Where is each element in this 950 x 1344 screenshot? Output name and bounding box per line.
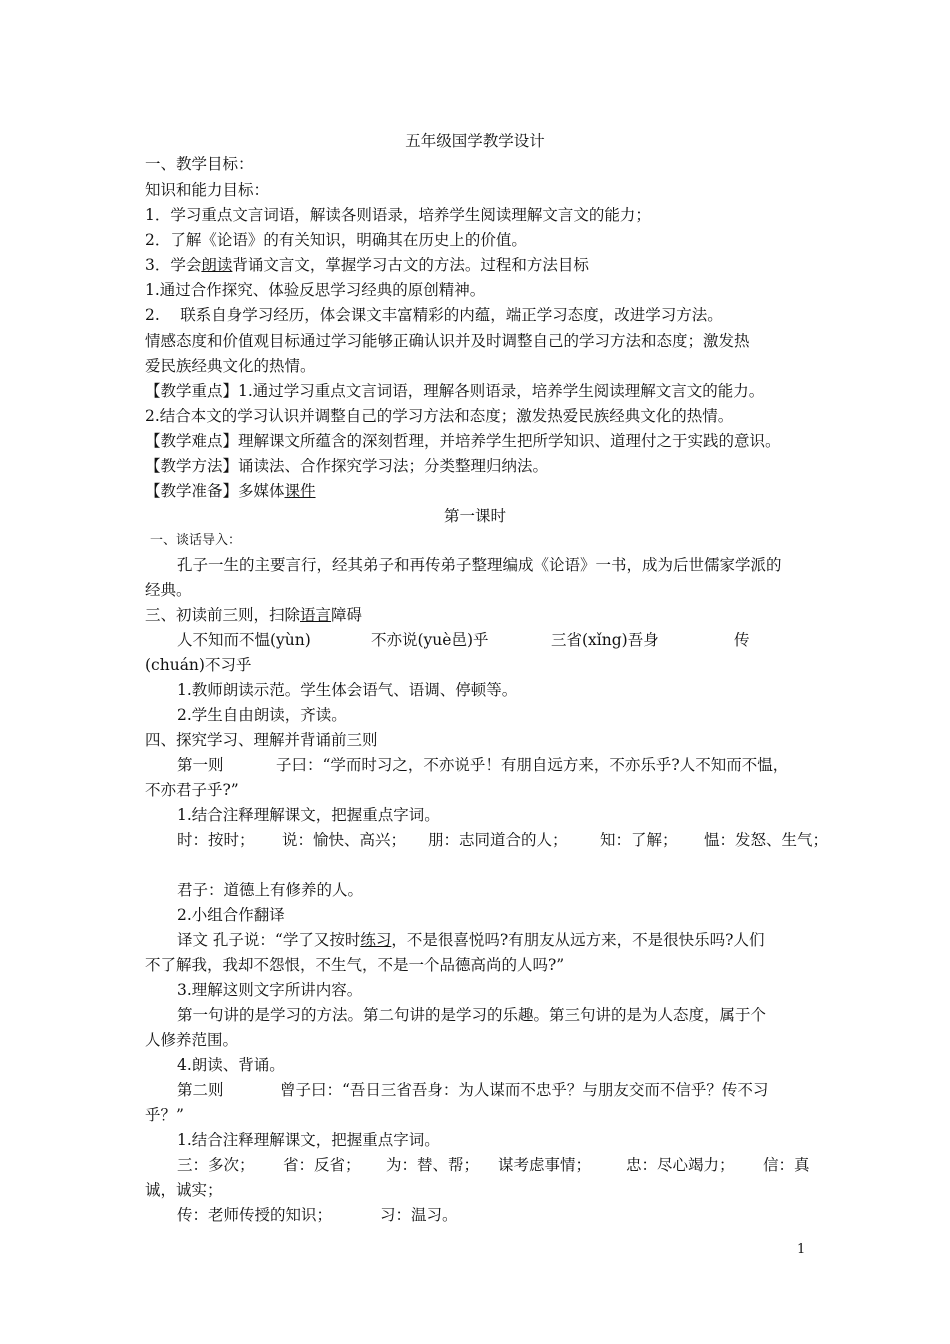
translation-pre: 译文 孔子说：“学了又按时 <box>177 931 361 949</box>
reading-step-1: 1.教师朗读示范。学生体会语气、语调、停顿等。 <box>177 681 518 699</box>
gloss-xing: 省：反省； <box>283 1156 361 1174</box>
section-heading-goals: 一、教学目标： <box>145 155 254 173</box>
chapter-2-step-1: 1.结合注释理解课文，把握重点字词。 <box>177 1131 440 1149</box>
difficulty: 【教学难点】理解课文所蕴含的深刻哲理，并培养学生把所学知识、道理付之于实践的意识。 <box>145 432 781 450</box>
gloss-zhi: 知：了解； <box>600 831 678 849</box>
page-number: 1 <box>797 1242 806 1257</box>
gloss-zhong: 忠：尽心竭力； <box>626 1156 735 1174</box>
pronunciation-1: 人不知而不愠(yùn) <box>177 631 311 649</box>
chapter-1-content-1: 第一句讲的是学习的方法。第二句讲的是学习的乐趣。第三句讲的是为人态度，属于个 <box>177 1006 767 1024</box>
chapter-2-text-row <box>0 1080 950 1100</box>
intro-line-1: 孔子一生的主要言行，经其弟子和再传弟子整理编成《论语》一书，成为后世儒家学派的 <box>177 556 782 574</box>
lesson-heading: 第一课时 <box>443 507 506 525</box>
gloss-wei: 为：替、帮； <box>386 1156 480 1174</box>
process-item-2: 2. 联系自身学习经历，体会课文丰富精彩的内蕴，端正学习态度，改进学习方法。 <box>145 306 723 324</box>
translation-post: ，不是很喜悦吗?有朋友从远方来，不是很快乐吗?人们 <box>391 931 765 949</box>
chapter-2-label: 第二则 <box>177 1081 224 1099</box>
intro-heading: 一、谈话导入： <box>150 533 242 548</box>
chapter-1-content-2: 人修养范围。 <box>145 1031 239 1049</box>
chapter-2-gloss-row <box>0 1155 950 1175</box>
pronunciation-4: 传 <box>734 631 750 649</box>
process-item-1: 1.通过合作探究、体验反思学习经典的原创精神。 <box>145 281 486 299</box>
intro-line-2: 经典。 <box>145 581 192 599</box>
chapter-1-text-row <box>0 755 950 775</box>
link-practice[interactable]: 练习 <box>360 931 392 949</box>
first-read-pre: 三、初读前三则，扫除 <box>145 606 301 624</box>
chapter-2-text-cont: 乎？” <box>145 1106 184 1124</box>
chapter-1-step-1: 1.结合注释理解课文，把握重点字词。 <box>177 806 440 824</box>
chapter-1-step-2: 2.小组合作翻译 <box>177 906 285 924</box>
chapter-2-gloss-row-2 <box>0 1205 950 1225</box>
gloss-san: 三：多次； <box>177 1156 255 1174</box>
link-recite[interactable]: 朗读 <box>201 256 233 274</box>
emotion-goal-line-1: 情感态度和价值观目标通过学习能够正确认识并及时调整自己的学习方法和态度；激发热 <box>145 332 750 350</box>
link-courseware[interactable]: 课件 <box>284 482 316 500</box>
pronunciation-4-cont: (chuán)不习乎 <box>145 656 252 674</box>
link-language[interactable]: 语言 <box>300 606 332 624</box>
knowledge-item-3-pre: 3．学会 <box>145 256 202 274</box>
teaching-prep <box>145 481 316 501</box>
pronunciation-2: 不亦说(yuè邑)乎 <box>371 631 489 649</box>
gloss-shi: 时：按时； <box>177 831 255 849</box>
chapter-1-label: 第一则 <box>177 756 224 774</box>
key-point: 【教学重点】1.通过学习重点文言词语，理解各则语录，培养学生阅读理解文言文的能力。 <box>145 382 765 400</box>
chapter-1-text-cont: 不亦君子乎?” <box>145 781 239 799</box>
gloss-mou: 谋考虑事情； <box>498 1156 592 1174</box>
gloss-junzi: 君子：道德上有修养的人。 <box>177 881 364 899</box>
gloss-yun: 愠：发怒、生气； <box>704 831 829 849</box>
chapter-2-text: 曾子曰：“吾日三省吾身：为人谋而不忠乎？与朋友交而不信乎？传不习 <box>280 1081 769 1099</box>
chapter-1-step-3: 3.理解这则文字所讲内容。 <box>177 981 363 999</box>
knowledge-item-2: 2．了解《论语》的有关知识，明确其在历史上的价值。 <box>145 231 527 249</box>
chapter-1-translation-cont: 不了解我，我却不怨恨，不生气，不是一个品德高尚的人吗?” <box>145 956 565 974</box>
gloss-chuan: 传：老师传授的知识； <box>177 1206 333 1224</box>
gloss-xin: 信：真 <box>763 1156 810 1174</box>
gloss-yue: 说：愉快、高兴； <box>282 831 407 849</box>
chapter-1-gloss-row <box>0 830 950 850</box>
chapter-1-translation <box>177 930 765 950</box>
teaching-method: 【教学方法】诵读法、合作探究学习法；分类整理归纳法。 <box>145 457 549 475</box>
gloss-peng: 朋：志同道合的人； <box>428 831 568 849</box>
knowledge-item-3-post: 背诵文言文，掌握学习古文的方法。过程和方法目标 <box>232 256 589 274</box>
gloss-xin-cont: 诚，诚实； <box>145 1181 223 1199</box>
reading-step-2: 2.学生自由朗读，齐读。 <box>177 706 347 724</box>
pronunciation-row <box>0 630 950 650</box>
first-read-post: 障碍 <box>331 606 363 624</box>
gloss-xi: 习：温习。 <box>380 1206 458 1224</box>
emotion-goal-line-2: 爱民族经典文化的热情。 <box>145 357 316 375</box>
knowledge-heading: 知识和能力目标： <box>145 181 270 199</box>
chapter-1-step-4: 4.朗读、背诵。 <box>177 1056 285 1074</box>
knowledge-item-1: 1．学习重点文言词语，解读各则语录，培养学生阅读理解文言文的能力； <box>145 206 651 224</box>
key-point-2: 2.结合本文的学习认识并调整自己的学习方法和态度；激发热爱民族经典文化的热情。 <box>145 407 734 425</box>
document-title: 五年级国学教学设计 <box>405 132 545 150</box>
section-heading-first-read <box>145 605 362 625</box>
section-heading-explore: 四、探究学习、理解并背诵前三则 <box>145 731 378 749</box>
chapter-1-text: 子曰：“学而时习之，不亦说乎！有朋自远方来，不亦乐乎?人不知而不愠， <box>276 756 789 774</box>
knowledge-item-3 <box>145 255 589 275</box>
pronunciation-3: 三省(xǐng)吾身 <box>551 631 659 649</box>
teaching-prep-pre: 【教学准备】多媒体 <box>145 482 285 500</box>
